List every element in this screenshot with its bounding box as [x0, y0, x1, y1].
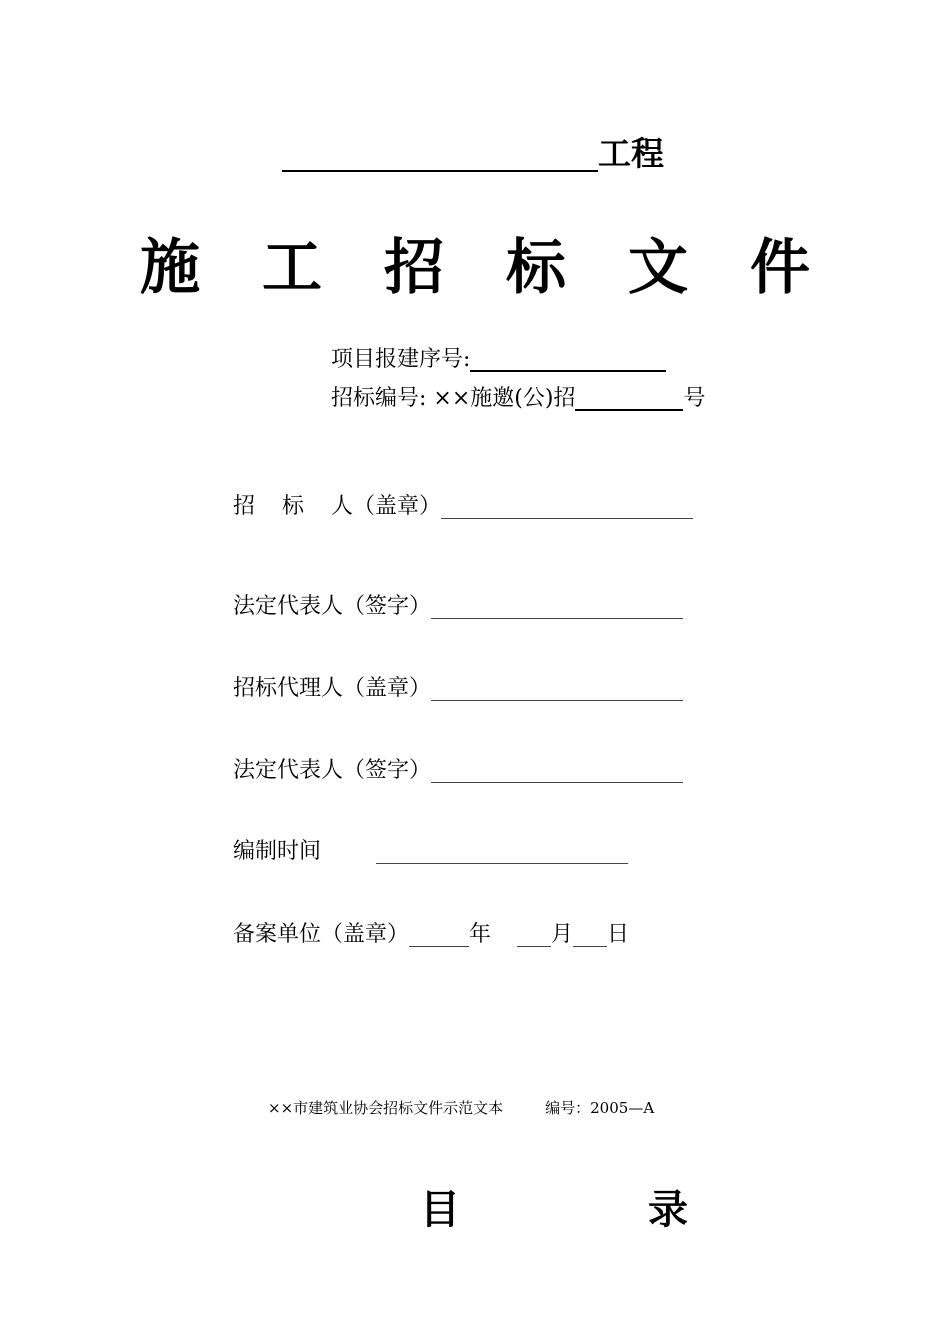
title-char: 招 [384, 233, 444, 303]
legal-rep-row-1 [233, 591, 683, 623]
legal-rep-signature-blank [431, 760, 683, 783]
toc-heading-char: 目 [420, 1187, 460, 1233]
compile-time-blank [376, 841, 628, 864]
title-char: 施 [140, 233, 200, 303]
registration-number-label: 项目报建序号: [331, 347, 471, 372]
tenderer-label-part: 标 [282, 494, 305, 519]
tenderer-label [233, 491, 441, 523]
compile-time-row [233, 836, 628, 868]
spacer [491, 925, 517, 947]
title-char: 工 [262, 233, 322, 303]
month-blank [517, 924, 551, 947]
tenderer-row [233, 491, 693, 523]
year-blank [409, 924, 469, 947]
document-title [130, 228, 820, 308]
filing-unit-row [233, 919, 629, 951]
filing-unit-label: 备案单位（盖章） [233, 922, 410, 947]
template-note-text: ××市建筑业协会招标文件示范文本 [268, 1099, 504, 1117]
legal-rep-label: 法定代表人（签字） [233, 594, 432, 619]
compile-time-label: 编制时间 [233, 839, 322, 864]
day-label: 日 [607, 922, 630, 947]
registration-number-blank [470, 344, 666, 372]
agent-seal-blank [431, 678, 683, 701]
registration-number-line [331, 344, 666, 376]
project-name-line [282, 132, 664, 176]
legal-rep-label: 法定代表人（签字） [233, 758, 432, 783]
bid-number-blank [575, 383, 683, 411]
tenderer-label-part: 人（盖章） [331, 494, 442, 519]
bid-number-label: 招标编号: ××施邀(公)招 [331, 386, 576, 411]
tenderer-seal-blank [441, 496, 693, 519]
bid-number-suffix: 号 [683, 386, 706, 411]
title-char: 标 [506, 233, 566, 303]
title-char: 文 [628, 233, 688, 303]
month-label: 月 [551, 922, 574, 947]
toc-heading-char: 录 [648, 1187, 688, 1233]
legal-rep-signature-blank [431, 596, 683, 619]
template-note [268, 1097, 654, 1119]
agent-label: 招标代理人（盖章） [233, 676, 432, 701]
bid-number-line [331, 383, 705, 415]
template-code: 编号：2005—A [545, 1099, 655, 1117]
day-blank [573, 924, 607, 947]
tenderer-label-part: 招 [233, 494, 256, 519]
project-name-blank [282, 134, 598, 172]
legal-rep-row-2 [233, 755, 683, 787]
project-suffix: 工程 [598, 134, 664, 173]
title-char: 件 [750, 233, 810, 303]
year-label: 年 [469, 922, 492, 947]
agent-row [233, 673, 683, 705]
